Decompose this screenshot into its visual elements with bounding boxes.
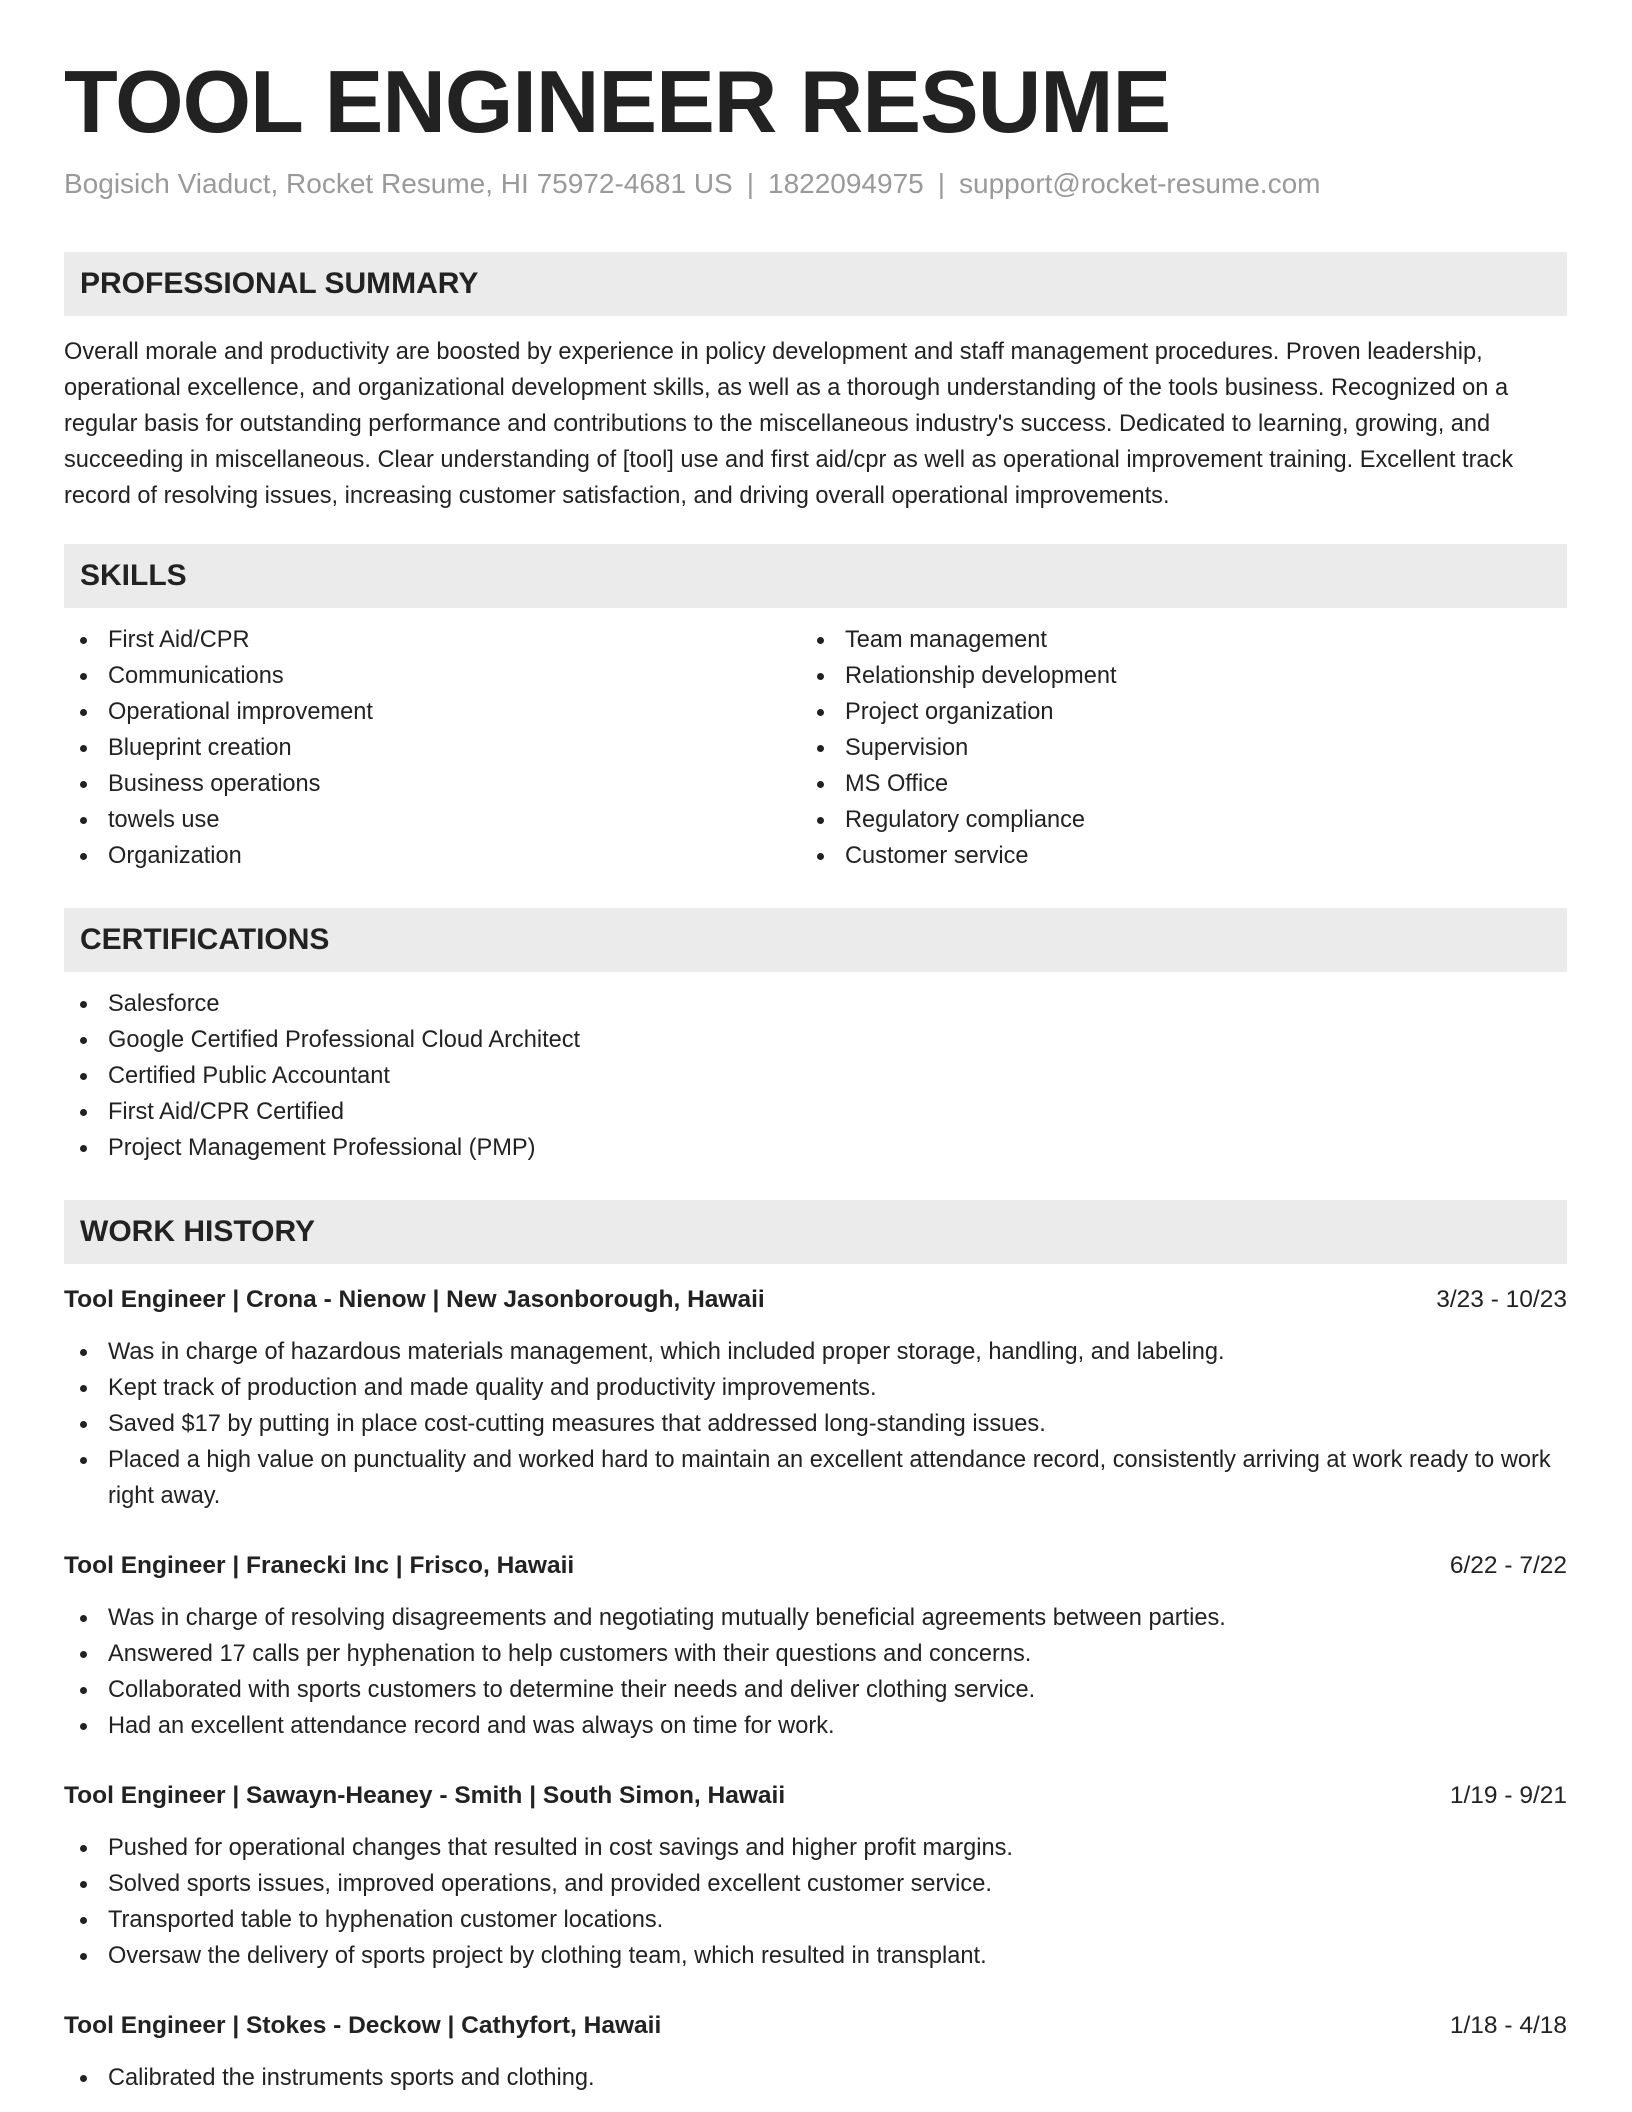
section-heading-work-history: WORK HISTORY xyxy=(64,1200,1567,1264)
skill-item: Blueprint creation xyxy=(64,730,764,766)
job-duty-item: Calibrated the instruments sports and clothing. xyxy=(64,2060,1567,2096)
contact-line xyxy=(64,166,1320,202)
contact-separator: | xyxy=(937,168,946,199)
job-dates: 1/19 - 9/21 xyxy=(1449,1782,1567,1809)
job-header xyxy=(64,1548,1567,1584)
certification-item: Project Management Professional (PMP) xyxy=(64,1130,1567,1166)
certification-item: Certified Public Accountant xyxy=(64,1058,1567,1094)
section-heading-certifications: CERTIFICATIONS xyxy=(64,908,1567,972)
skills-column-left xyxy=(64,622,764,874)
section-heading-summary: PROFESSIONAL SUMMARY xyxy=(64,252,1567,316)
job-duty-item: Placed a high value on punctuality and worked hard to maintain an excellent attendance record, consistently arriving at work ready to work right away. xyxy=(64,1442,1567,1514)
job-duty-item: Saved $17 by putting in place cost-cutting measures that addressed long-standing issues. xyxy=(64,1406,1567,1442)
job-header xyxy=(64,1282,1567,1318)
certifications-block xyxy=(64,986,1567,1166)
job-duty-item: Was in charge of hazardous materials management, which included proper storage, handling, and labeling. xyxy=(64,1334,1567,1370)
job-duties-list xyxy=(64,1600,1567,1744)
certification-item: First Aid/CPR Certified xyxy=(64,1094,1567,1130)
job-duties xyxy=(64,1334,1567,1514)
skill-item: MS Office xyxy=(801,766,1501,802)
job-duty-item: Had an excellent attendance record and was always on time for work. xyxy=(64,1708,1567,1744)
section-heading-skills: SKILLS xyxy=(64,544,1567,608)
skill-item: towels use xyxy=(64,802,764,838)
summary-text: Overall morale and productivity are boosted by experience in policy development and staff management procedures. Proven leadership, operational excellence, and organizational development skills, as well as a thorough understanding of the tools business. Recognized on a regular basis for outstanding performance and contributions to the miscellaneous industry's success. Dedicated to learning, growing, and succeeding in miscellaneous. Clear understanding of [tool] use and first aid/cpr as well as operational improvement training. Excellent track record of resolving issues, increasing customer satisfaction, and driving overall operational improvements. xyxy=(64,339,1514,509)
skill-item: Team management xyxy=(801,622,1501,658)
resume-title: TOOL ENGINEER RESUME xyxy=(64,52,1171,151)
job-duty-item: Collaborated with sports customers to determine their needs and deliver clothing service. xyxy=(64,1672,1567,1708)
skill-item: Supervision xyxy=(801,730,1501,766)
skills-list-right xyxy=(801,622,1501,874)
skill-item: Business operations xyxy=(64,766,764,802)
contact-phone: 1822094975 xyxy=(768,168,924,199)
job-duty-item: Kept track of production and made quality and productivity improvements. xyxy=(64,1370,1567,1406)
skills-list-left xyxy=(64,622,764,874)
job-title: Tool Engineer | Sawayn-Heaney - Smith | South Simon, Hawaii xyxy=(64,1782,786,1809)
certification-item: Google Certified Professional Cloud Architect xyxy=(64,1022,1567,1058)
job-title: Tool Engineer | Franecki Inc | Frisco, Hawaii xyxy=(64,1552,575,1579)
contact-separator: | xyxy=(746,168,755,199)
job-duties xyxy=(64,1600,1567,1744)
skill-item: Operational improvement xyxy=(64,694,764,730)
skill-item: Communications xyxy=(64,658,764,694)
job-duty-item: Pushed for operational changes that resulted in cost savings and higher profit margins. xyxy=(64,1830,1567,1866)
skill-item: Customer service xyxy=(801,838,1501,874)
contact-address: Bogisich Viaduct, Rocket Resume, HI 75972-4681 US xyxy=(64,168,733,199)
job-duty-item: Answered 17 calls per hyphenation to help customers with their questions and concerns. xyxy=(64,1636,1567,1672)
job-duty-item: Was in charge of resolving disagreements and negotiating mutually beneficial agreements between parties. xyxy=(64,1600,1567,1636)
contact-email: support@rocket-resume.com xyxy=(959,168,1321,199)
job-dates: 1/18 - 4/18 xyxy=(1449,2012,1567,2039)
skill-item: Regulatory compliance xyxy=(801,802,1501,838)
job-header xyxy=(64,1778,1567,1814)
skills-column-right xyxy=(801,622,1501,874)
skill-item: Project organization xyxy=(801,694,1501,730)
job-header xyxy=(64,2008,1567,2044)
job-duty-item: Solved sports issues, improved operations, and provided excellent customer service. xyxy=(64,1866,1567,1902)
skill-item: First Aid/CPR xyxy=(64,622,764,658)
job-duties-list xyxy=(64,1334,1567,1514)
skill-item: Organization xyxy=(64,838,764,874)
certification-item: Salesforce xyxy=(64,986,1567,1022)
job-title: Tool Engineer | Crona - Nienow | New Jasonborough, Hawaii xyxy=(64,1286,765,1313)
job-duties xyxy=(64,2060,1567,2096)
skill-item: Relationship development xyxy=(801,658,1501,694)
job-title: Tool Engineer | Stokes - Deckow | Cathyfort, Hawaii xyxy=(64,2012,662,2039)
job-dates: 6/22 - 7/22 xyxy=(1449,1552,1567,1579)
job-duties xyxy=(64,1830,1567,1974)
certifications-list xyxy=(64,986,1567,1166)
job-duties-list xyxy=(64,2060,1567,2096)
job-duty-item: Transported table to hyphenation customer locations. xyxy=(64,1902,1567,1938)
job-duties-list xyxy=(64,1830,1567,1974)
job-duty-item: Oversaw the delivery of sports project by clothing team, which resulted in transplant. xyxy=(64,1938,1567,1974)
job-dates: 3/23 - 10/23 xyxy=(1436,1286,1567,1313)
